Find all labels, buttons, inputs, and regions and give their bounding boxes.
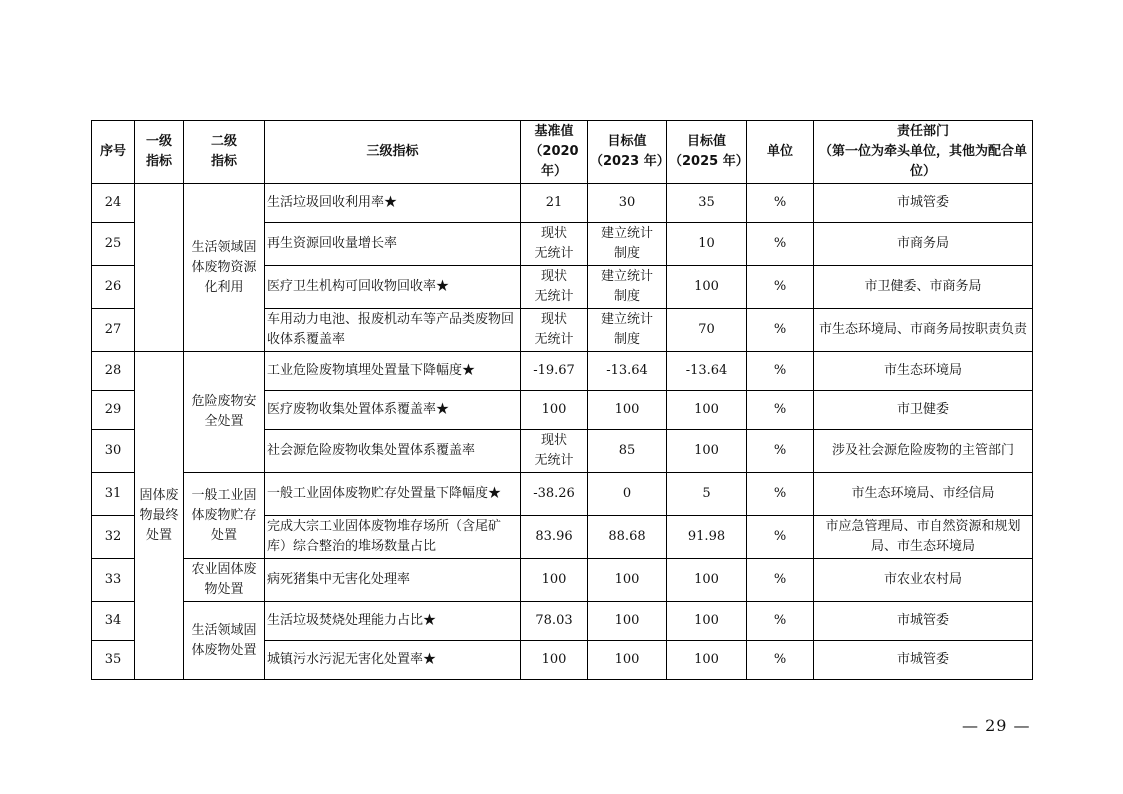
level2-group: 一般工业固体废物贮存处置 xyxy=(184,473,265,559)
row-no: 34 xyxy=(92,602,135,641)
level2-group: 生活领域固体废物资源化利用 xyxy=(184,184,265,352)
page-number: — 29 — xyxy=(962,716,1031,735)
row-target-2023: 建立统计 制度 xyxy=(588,266,667,309)
row-unit: % xyxy=(747,516,814,559)
table-row xyxy=(92,602,1033,641)
row-no: 33 xyxy=(92,559,135,602)
row-base: 100 xyxy=(521,559,588,602)
row-dept: 涉及社会源危险废物的主管部门 xyxy=(814,430,1033,473)
row-dept: 市生态环境局、市商务局按职责负责 xyxy=(814,309,1033,352)
row-no: 25 xyxy=(92,223,135,266)
row-indicator: 完成大宗工业固体废物堆存场所（含尾矿库）综合整治的堆场数量占比 xyxy=(265,516,521,559)
row-no: 35 xyxy=(92,641,135,680)
header-dept: 责任部门 （第一位为牵头单位，其他为配合单位） xyxy=(814,121,1033,184)
row-indicator: 一般工业固体废物贮存处置量下降幅度★ xyxy=(265,473,521,516)
row-indicator: 再生资源回收量增长率 xyxy=(265,223,521,266)
row-indicator: 医疗废物收集处置体系覆盖率★ xyxy=(265,391,521,430)
row-target-2025: 100 xyxy=(667,391,747,430)
header-target-2025: 目标值 （2025 年） xyxy=(667,121,747,184)
row-target-2023: 100 xyxy=(588,391,667,430)
row-target-2025: 35 xyxy=(667,184,747,223)
row-base: -38.26 xyxy=(521,473,588,516)
row-target-2025: -13.64 xyxy=(667,352,747,391)
row-base: 78.03 xyxy=(521,602,588,641)
row-unit: % xyxy=(747,473,814,516)
row-indicator: 社会源危险废物收集处置体系覆盖率 xyxy=(265,430,521,473)
row-no: 31 xyxy=(92,473,135,516)
level1-empty-cell xyxy=(135,184,184,352)
row-dept: 市城管委 xyxy=(814,602,1033,641)
row-target-2025: 10 xyxy=(667,223,747,266)
row-unit: % xyxy=(747,430,814,473)
row-base: 21 xyxy=(521,184,588,223)
row-target-2025: 100 xyxy=(667,266,747,309)
row-base: -19.67 xyxy=(521,352,588,391)
header-unit: 单位 xyxy=(747,121,814,184)
row-unit: % xyxy=(747,266,814,309)
row-indicator: 生活垃圾焚烧处理能力占比★ xyxy=(265,602,521,641)
row-no: 26 xyxy=(92,266,135,309)
indicator-table xyxy=(91,120,1033,680)
level2-group: 农业固体废物处置 xyxy=(184,559,265,602)
row-indicator: 工业危险废物填埋处置量下降幅度★ xyxy=(265,352,521,391)
row-dept: 市城管委 xyxy=(814,641,1033,680)
row-target-2025: 5 xyxy=(667,473,747,516)
row-unit: % xyxy=(747,223,814,266)
row-base: 现状 无统计 xyxy=(521,223,588,266)
row-dept: 市卫健委、市商务局 xyxy=(814,266,1033,309)
row-base: 现状 无统计 xyxy=(521,309,588,352)
level1-group: 固体废物最终处置 xyxy=(135,352,184,680)
header-level2: 二级 指标 xyxy=(184,121,265,184)
row-no: 29 xyxy=(92,391,135,430)
row-no: 32 xyxy=(92,516,135,559)
row-indicator: 生活垃圾回收利用率★ xyxy=(265,184,521,223)
row-target-2023: 30 xyxy=(588,184,667,223)
table-header-row xyxy=(92,121,1033,184)
level2-group: 生活领域固体废物处置 xyxy=(184,602,265,680)
row-base: 现状 无统计 xyxy=(521,430,588,473)
row-target-2023: 建立统计 制度 xyxy=(588,223,667,266)
row-indicator: 医疗卫生机构可回收物回收率★ xyxy=(265,266,521,309)
row-target-2023: 100 xyxy=(588,641,667,680)
row-dept: 市商务局 xyxy=(814,223,1033,266)
row-target-2025: 100 xyxy=(667,641,747,680)
row-indicator: 车用动力电池、报废机动车等产品类废物回收体系覆盖率 xyxy=(265,309,521,352)
row-dept: 市生态环境局、市经信局 xyxy=(814,473,1033,516)
row-target-2025: 91.98 xyxy=(667,516,747,559)
row-target-2023: 88.68 xyxy=(588,516,667,559)
row-target-2025: 100 xyxy=(667,602,747,641)
row-base: 100 xyxy=(521,391,588,430)
row-no: 24 xyxy=(92,184,135,223)
row-target-2025: 70 xyxy=(667,309,747,352)
row-base: 83.96 xyxy=(521,516,588,559)
row-unit: % xyxy=(747,391,814,430)
row-no: 30 xyxy=(92,430,135,473)
row-unit: % xyxy=(747,602,814,641)
row-target-2025: 100 xyxy=(667,559,747,602)
row-target-2025: 100 xyxy=(667,430,747,473)
row-dept: 市应急管理局、市自然资源和规划局、市生态环境局 xyxy=(814,516,1033,559)
table-row xyxy=(92,559,1033,602)
row-base: 100 xyxy=(521,641,588,680)
header-target-2023: 目标值 （2023 年） xyxy=(588,121,667,184)
header-level3: 三级指标 xyxy=(265,121,521,184)
row-indicator: 病死猪集中无害化处理率 xyxy=(265,559,521,602)
header-no: 序号 xyxy=(92,121,135,184)
row-unit: % xyxy=(747,309,814,352)
row-unit: % xyxy=(747,352,814,391)
row-target-2023: 100 xyxy=(588,559,667,602)
row-unit: % xyxy=(747,184,814,223)
table-row xyxy=(92,352,1033,391)
table-row xyxy=(92,184,1033,223)
row-target-2023: 建立统计 制度 xyxy=(588,309,667,352)
header-base: 基准值 （2020 年） xyxy=(521,121,588,184)
header-level1: 一级 指标 xyxy=(135,121,184,184)
row-indicator: 城镇污水污泥无害化处置率★ xyxy=(265,641,521,680)
row-unit: % xyxy=(747,641,814,680)
level2-group: 危险废物安全处置 xyxy=(184,352,265,473)
row-base: 现状 无统计 xyxy=(521,266,588,309)
row-unit: % xyxy=(747,559,814,602)
row-dept: 市城管委 xyxy=(814,184,1033,223)
row-target-2023: 85 xyxy=(588,430,667,473)
row-target-2023: -13.64 xyxy=(588,352,667,391)
row-no: 28 xyxy=(92,352,135,391)
table-row xyxy=(92,473,1033,516)
row-dept: 市生态环境局 xyxy=(814,352,1033,391)
row-target-2023: 0 xyxy=(588,473,667,516)
row-no: 27 xyxy=(92,309,135,352)
row-dept: 市农业农村局 xyxy=(814,559,1033,602)
row-target-2023: 100 xyxy=(588,602,667,641)
row-dept: 市卫健委 xyxy=(814,391,1033,430)
